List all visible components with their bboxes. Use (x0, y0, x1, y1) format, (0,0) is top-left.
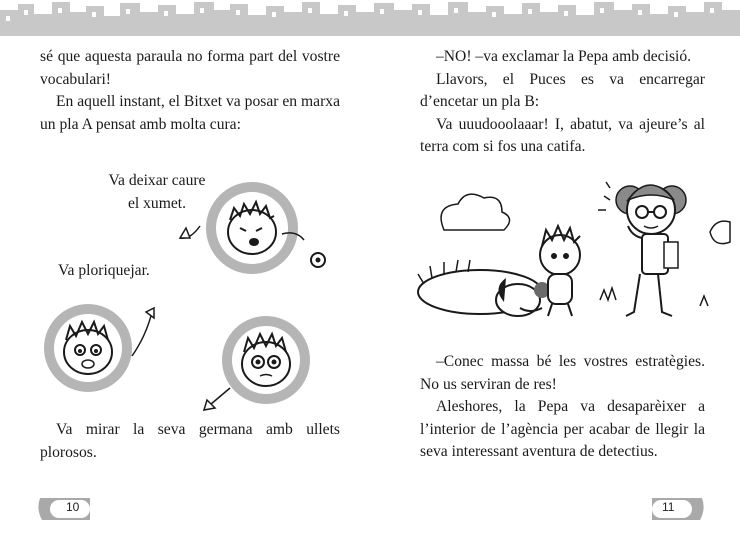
left-page-number: 10 (66, 500, 80, 514)
right-bottom-text (420, 351, 705, 464)
page-tab-shape-right (652, 494, 706, 524)
dog-baby-girl-illustration (410, 160, 740, 330)
page-tab-shape-left (36, 494, 90, 524)
baby-dropping-pacifier-illustration (170, 176, 345, 281)
left-bottom-text (40, 419, 340, 464)
right-page-number-tab (652, 494, 706, 524)
left-paragraph-1: sé que aquesta paraula no forma part del vostre vocabulari! (40, 48, 340, 88)
baby-teary-eyes-illustration (196, 306, 336, 416)
right-page (420, 46, 705, 159)
left-paragraph-3: Va mirar la seva germana amb ullets plorosos. (40, 421, 340, 461)
left-page (40, 46, 340, 136)
baby-whimpering-illustration (28, 296, 168, 396)
right-paragraph-2: Llavors, el Puces es va encarregar d’encetar un pla B: (420, 70, 705, 110)
right-paragraph-3: Va uuudooolaaar! I, abatut, va ajeure’s al terra com si fos una catifa. (420, 115, 705, 155)
skyline-header-decoration (0, 0, 740, 40)
left-page-number-tab (36, 494, 90, 524)
left-paragraph-2: En aquell instant, el Bitxet va posar en marxa un pla A pensat amb molta cura: (40, 93, 340, 133)
right-paragraph-5: Aleshores, la Pepa va desaparèixer a l’interior de l’agència per acabar de llegir la seva interessant aventura de detectius. (420, 398, 705, 460)
caption-drop-pacifier-line1: Va deixar caure (108, 172, 206, 189)
right-paragraph-1: –NO! –va exclamar la Pepa amb decisió. (436, 48, 692, 65)
right-paragraph-4: –Conec massa bé les vostres estratègies. No us serviran de res! (420, 353, 705, 393)
caption-whimper: Va ploriquejar. (58, 262, 150, 279)
caption-drop-pacifier-line2: el xumet. (127, 194, 187, 212)
right-page-number: 11 (662, 500, 675, 514)
